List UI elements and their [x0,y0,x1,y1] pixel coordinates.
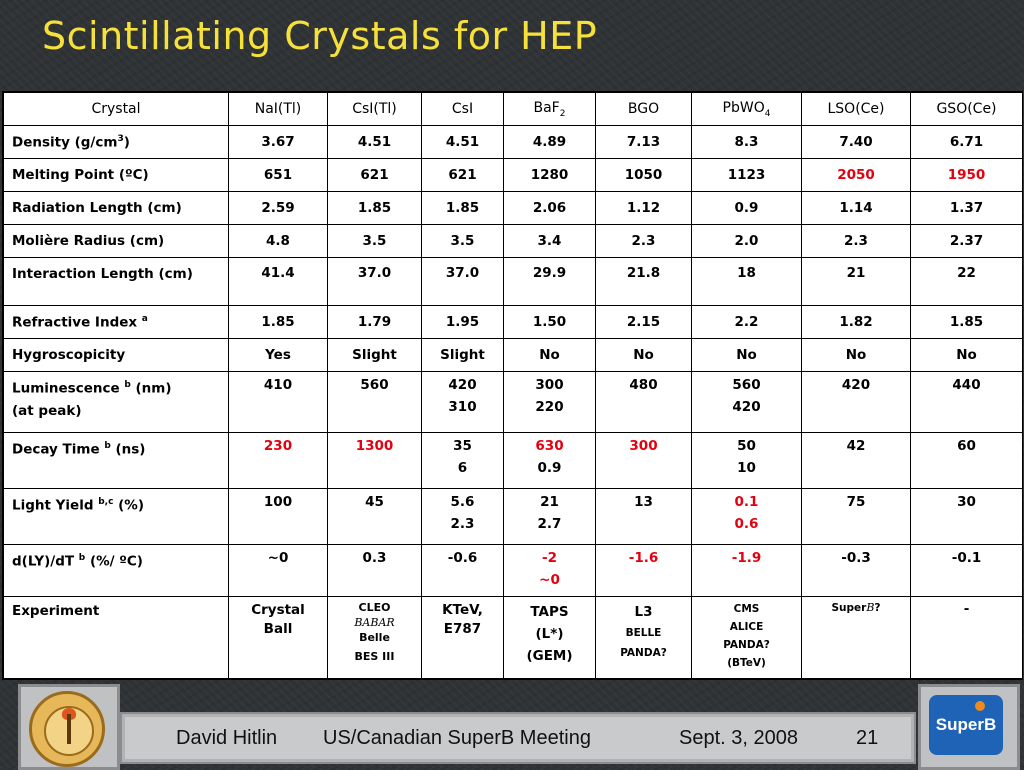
header-col: GSO(Ce) [911,93,1023,126]
footer-author: David Hitlin [176,727,278,749]
caltech-seal-icon [29,691,105,767]
table-row [4,258,1023,306]
table-cell: 2.15 [596,306,692,339]
table-cell: 29.9 [504,258,596,306]
table-cell: SuperB? [802,597,911,679]
table-cell-highlight: 300 [596,433,692,489]
table-cell: 22 [911,258,1023,306]
table-cell: 41.4 [229,258,328,306]
row-label: Melting Point (ºC) [4,159,229,192]
row-label: Density $(g/cm^3)$ [4,126,229,159]
header-crystal: Crystal [4,93,229,126]
header-col: PbWO$_4$ [692,93,802,126]
table-cell: Slight [328,339,422,372]
table-cell: L3 BELLE PANDA? [596,597,692,679]
row-label: Refractive Index $^a$ [4,306,229,339]
header-col: NaI(Tl) [229,93,328,126]
table-cell: 1.79 [328,306,422,339]
table-cell: 1123 [692,159,802,192]
table-cell: 1.14 [802,192,911,225]
table-cell: 13 [596,489,692,545]
table-cell: 1280 [504,159,596,192]
table-cell: 410 [229,372,328,433]
table-cell: 300 220 [504,372,596,433]
table-cell: 1.85 [911,306,1023,339]
table-cell: 21.8 [596,258,692,306]
table-row [4,306,1023,339]
table-cell: 3.5 [422,225,504,258]
table-cell: 480 [596,372,692,433]
table-cell: 420 [802,372,911,433]
table-header-row [4,93,1023,126]
table-cell-highlight: 1950 [911,159,1023,192]
table-cell: 1.37 [911,192,1023,225]
table-cell: 621 [422,159,504,192]
table-cell: 42 [802,433,911,489]
table-cell: 4.8 [229,225,328,258]
table-cell-highlight: -2 ~0 [504,545,596,597]
table-cell-highlight: -1.9 [692,545,802,597]
table-cell: 0.3 [328,545,422,597]
table-cell: 18 [692,258,802,306]
header-col: BGO [596,93,692,126]
table-cell: 21 2.7 [504,489,596,545]
crystal-table [2,91,1023,680]
table-cell: 4.51 [328,126,422,159]
table-cell: 4.51 [422,126,504,159]
row-label: Light Yield $^{b,c}$ (%) [4,489,229,545]
row-label: Hygroscopicity [4,339,229,372]
table-row [4,225,1023,258]
footer-bar [120,712,916,764]
row-label: Luminescence $^b$ (nm) (at peak) [4,372,229,433]
table-cell: 50 10 [692,433,802,489]
superb-logo [918,684,1020,770]
header-col: LSO(Ce) [802,93,911,126]
row-label: Radiation Length (cm) [4,192,229,225]
table-cell: No [504,339,596,372]
table-cell: -0.1 [911,545,1023,597]
table-cell: 8.3 [692,126,802,159]
table-cell-highlight: 0.1 0.6 [692,489,802,545]
table-cell: 1.85 [422,192,504,225]
table-cell: No [911,339,1023,372]
table-cell: No [692,339,802,372]
table-cell: Crystal Ball [229,597,328,679]
table-cell: 100 [229,489,328,545]
table-cell: 1.95 [422,306,504,339]
table-cell-highlight: 2050 [802,159,911,192]
table-cell: 4.89 [504,126,596,159]
table-cell: 37.0 [422,258,504,306]
row-label: Decay Time $^b$ (ns) [4,433,229,489]
row-label: Molière Radius (cm) [4,225,229,258]
table-cell: 60 [911,433,1023,489]
footer-meeting: US/Canadian SuperB Meeting [323,727,591,749]
table-cell: 1050 [596,159,692,192]
table-cell: 3.67 [229,126,328,159]
table-cell: 2.37 [911,225,1023,258]
table-cell: 6.71 [911,126,1023,159]
row-label: Experiment [4,597,229,679]
table-cell: No [596,339,692,372]
table-cell: 630 0.9 [504,433,596,489]
table-cell: Slight [422,339,504,372]
table-row [4,159,1023,192]
table-cell: 1.82 [802,306,911,339]
table-row [4,372,1023,433]
row-label: d(LY)/dT $^b$ (%/ ºC) [4,545,229,597]
table-cell: 2.3 [802,225,911,258]
table-cell: 45 [328,489,422,545]
footer-date: Sept. 3, 2008 [679,727,798,749]
table-cell: 37.0 [328,258,422,306]
table-row [4,545,1023,597]
caltech-logo [18,684,120,770]
table-cell: 3.5 [328,225,422,258]
table-cell: No [802,339,911,372]
table-cell: 2.0 [692,225,802,258]
table-cell: 440 [911,372,1023,433]
table-cell: 3.4 [504,225,596,258]
header-col: CsI(Tl) [328,93,422,126]
table-cell: 560 420 [692,372,802,433]
table-cell: CLEO BABAR Belle BES III [328,597,422,679]
slide-title: Scintillating Crystals for HEP [42,14,598,58]
table-cell: 0.9 [692,192,802,225]
superb-logo-icon: SuperB [929,695,1003,755]
table-cell: Yes [229,339,328,372]
table-cell: - [911,597,1023,679]
table-cell-highlight: 1300 [328,433,422,489]
table-cell: 560 [328,372,422,433]
row-label: Interaction Length (cm) [4,258,229,306]
table-cell: 2.3 [596,225,692,258]
table-cell: 621 [328,159,422,192]
table-cell: 420 310 [422,372,504,433]
table-cell: TAPS (L*) (GEM) [504,597,596,679]
table-cell: 75 [802,489,911,545]
table-row [4,597,1023,679]
table-cell: ~0 [229,545,328,597]
table-cell: CMS ALICE PANDA? (BTeV) [692,597,802,679]
table-cell: 5.6 2.3 [422,489,504,545]
table-row [4,192,1023,225]
table-cell-highlight: -1.6 [596,545,692,597]
table-cell: 2.2 [692,306,802,339]
header-col: BaF$_2$ [504,93,596,126]
header-col: CsI [422,93,504,126]
table-cell: 1.85 [328,192,422,225]
table-cell: -0.6 [422,545,504,597]
table-cell: 35 6 [422,433,504,489]
table-row [4,126,1023,159]
table-cell: 7.40 [802,126,911,159]
table-cell: 2.06 [504,192,596,225]
table-cell: -0.3 [802,545,911,597]
page-number: 21 [856,727,879,749]
table-cell: 7.13 [596,126,692,159]
table-cell: KTeV, E787 [422,597,504,679]
table-cell-highlight: 230 [229,433,328,489]
table-row [4,433,1023,489]
table-cell: 1.85 [229,306,328,339]
table-cell: 2.59 [229,192,328,225]
table-cell: 1.12 [596,192,692,225]
table-cell: 21 [802,258,911,306]
table-cell: 30 [911,489,1023,545]
table-row [4,339,1023,372]
table-cell: 651 [229,159,328,192]
table-row [4,489,1023,545]
table-cell: 1.50 [504,306,596,339]
